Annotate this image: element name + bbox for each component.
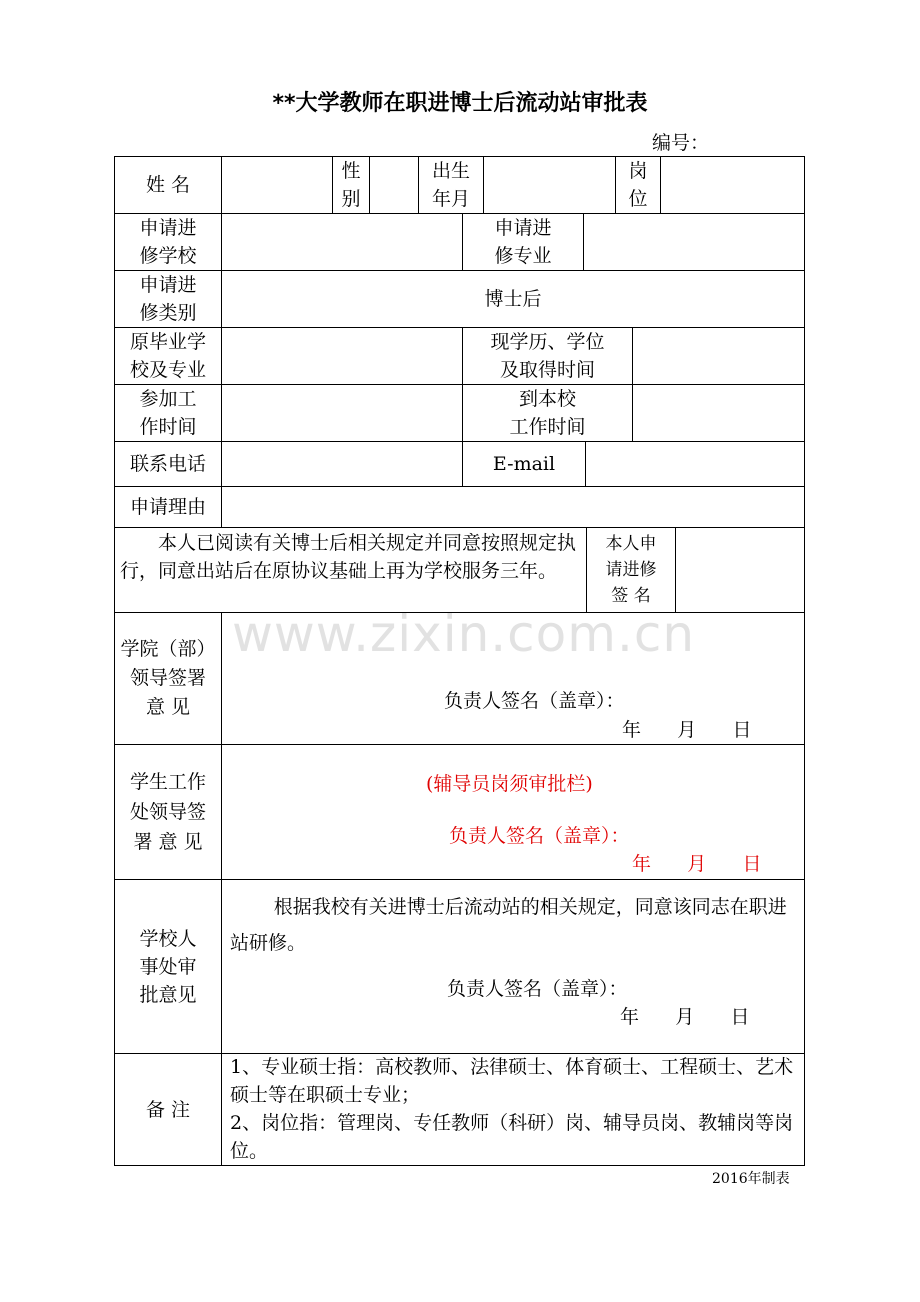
arrive-field[interactable] [632, 384, 805, 442]
grad-school-field[interactable] [221, 327, 463, 385]
email-field[interactable] [585, 441, 805, 487]
footer-year: 2016年制表 [712, 1171, 790, 1187]
student-affairs-label: 学生工作 处领导签 署 意 见 [114, 744, 222, 880]
type-label: 申请进 修类别 [114, 270, 222, 328]
birth-label: 出生 年月 [418, 156, 484, 214]
hr-sign-text: 负责人签名（盖章）： [447, 978, 628, 1000]
arrive-label: 到本校 工作时间 [462, 384, 633, 442]
work-start-field[interactable] [221, 384, 463, 442]
name-field[interactable] [221, 156, 333, 214]
form-title: **大学教师在职进博士后流动站审批表 [272, 91, 648, 116]
grad-school-label: 原毕业学 校及专业 [114, 327, 222, 385]
degree-field[interactable] [632, 327, 805, 385]
reason-field[interactable] [221, 486, 805, 528]
school-field[interactable] [221, 213, 463, 271]
email-label: E-mail [462, 441, 586, 487]
phone-label: 联系电话 [114, 441, 222, 487]
hr-date: 年 月 日 [620, 1006, 750, 1028]
school-label: 申请进 修学校 [114, 213, 222, 271]
pledge-text: 本人已阅读有关博士后相关规定并同意按照规定执行，同意出站后在原协议基础上再为学校服务三年。 [120, 532, 577, 582]
college-date: 年 月 日 [622, 719, 752, 741]
hr-approval-text: 根据我校有关进博士后流动站的相关规定，同意该同志在职进站研修。 [230, 896, 787, 954]
applicant-sign-field[interactable] [675, 527, 805, 613]
major-label: 申请进 修专业 [462, 213, 584, 271]
post-label: 岗 位 [615, 156, 661, 214]
serial-number-label: 编号： [652, 132, 710, 154]
college-label: 学院（部） 领导签署 意 见 [114, 612, 222, 745]
college-sign-text: 负责人签名（盖章）： [444, 690, 625, 712]
remarks-label: 备 注 [114, 1053, 222, 1166]
remarks-line-2: 2、岗位指：管理岗、专任教师（科研）岗、辅导员岗、教辅岗等岗位。 [230, 1112, 794, 1162]
student-affairs-date: 年 月 日 [632, 853, 762, 875]
applicant-sign-label: 本人申 请进修 签 名 [586, 527, 676, 613]
approval-form-table [114, 156, 805, 1166]
watermark-text: www.zixin.com.cn [232, 605, 696, 663]
reason-label: 申请理由 [114, 486, 222, 528]
work-start-label: 参加工 作时间 [114, 384, 222, 442]
phone-field[interactable] [221, 441, 463, 487]
student-affairs-sign-text: 负责人签名（盖章）： [449, 825, 630, 847]
major-field[interactable] [583, 213, 805, 271]
name-label: 姓 名 [114, 156, 222, 214]
counselor-note: (辅导员岗须审批栏) [426, 773, 593, 795]
degree-label: 现学历、学位 及取得时间 [462, 327, 633, 385]
gender-field[interactable] [369, 156, 419, 214]
gender-label: 性 别 [332, 156, 370, 214]
remarks-line-1: 1、专业硕士指：高校教师、法律硕士、体育硕士、工程硕士、艺术硕士等在职硕士专业； [230, 1056, 794, 1106]
hr-label: 学校人 事处审 批意见 [114, 879, 222, 1054]
post-field[interactable] [660, 156, 805, 214]
type-value: 博士后 [221, 270, 805, 328]
birth-field[interactable] [483, 156, 616, 214]
